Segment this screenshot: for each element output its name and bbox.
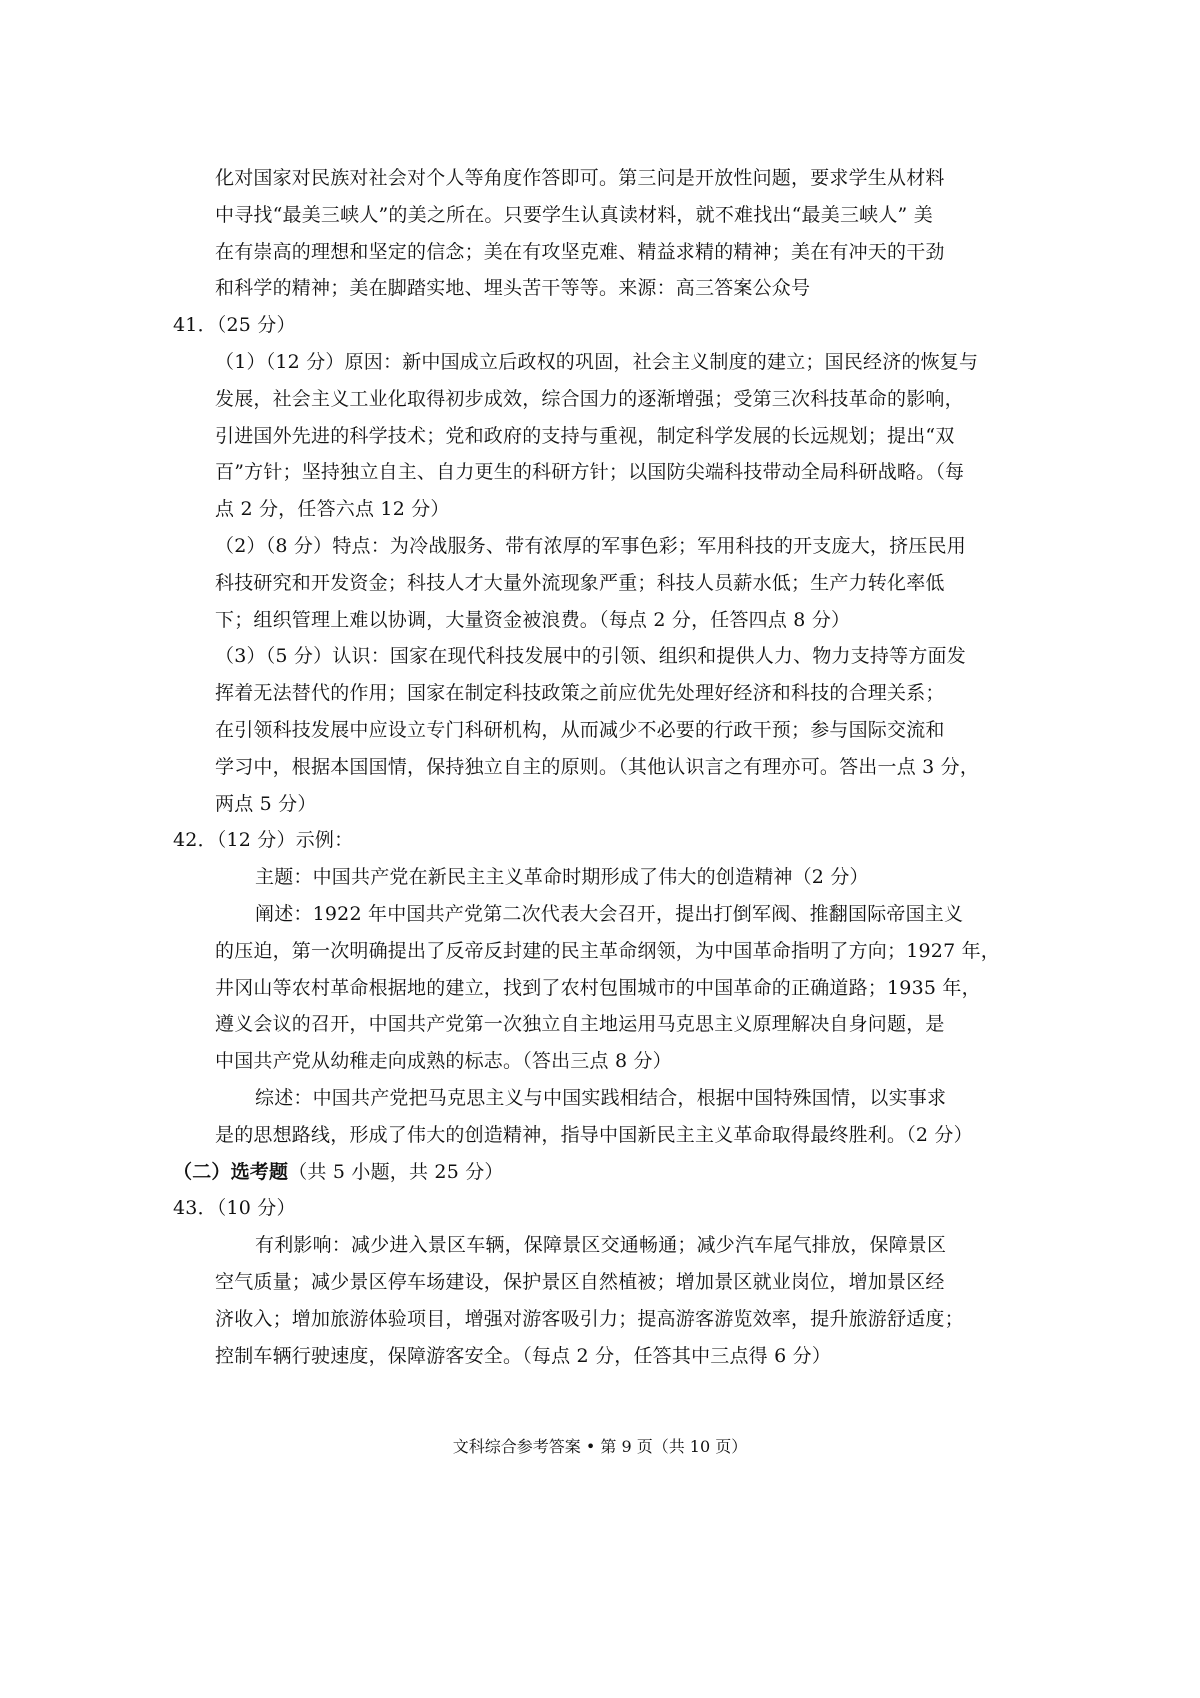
line-text: （2）（8 分）特点：为冷战服务、带有浓厚的军事色彩；军用科技的开支庞大，挤压民用 bbox=[215, 534, 966, 557]
line-text: 化对国家对民族对社会对个人等角度作答即可。第三问是开放性问题，要求学生从材料 bbox=[215, 167, 945, 189]
text-line bbox=[173, 160, 1053, 197]
line-text: 空气质量；减少景区停车场建设，保护景区自然植被；增加景区就业岗位，增加景区经 bbox=[215, 1270, 945, 1293]
line-text: 41．（25 分） bbox=[173, 314, 296, 337]
line-text: 在引领科技发展中应设立专门科研机构，从而减少不必要的行政干预；参与国际交流和 bbox=[215, 718, 945, 741]
line-text: 两点 5 分） bbox=[215, 792, 317, 815]
text-line bbox=[173, 933, 1053, 970]
text-line bbox=[173, 1190, 1053, 1227]
line-text: 的压迫，第一次明确提出了反帝反封建的民主革命纲领，为中国革命指明了方向；1927 年， bbox=[215, 939, 1000, 962]
text-line bbox=[173, 528, 1053, 565]
source-note: 来源：高三答案公众号 bbox=[618, 277, 811, 300]
line-text: 中寻找“最美三峡人”的美之所在。只要学生认真读材料，就不难找出“最美三峡人” 美 bbox=[215, 203, 933, 226]
line-text: 阐述：1922 年中国共产党第二次代表大会召开，提出打倒军阀、推翻国际帝国主义 bbox=[255, 902, 964, 925]
line-text: 遵义会议的召开，中国共产党第一次独立自主地运用马克思主义原理解决自身问题，是 bbox=[215, 1013, 945, 1036]
text-line bbox=[173, 381, 1053, 418]
line-text: 42．（12 分）示例： bbox=[173, 829, 354, 852]
line-text: （1）（12 分）原因：新中国成立后政权的巩固，社会主义制度的建立；国民经济的恢复与 bbox=[215, 350, 979, 373]
line-text: 井冈山等农村革命根据地的建立，找到了农村包围城市的中国革命的正确道路；1935 年， bbox=[215, 976, 981, 999]
text-line bbox=[173, 970, 1053, 1007]
line-text: 发展，社会主义工业化取得初步成效，综合国力的逐渐增强；受第三次科技革命的影响， bbox=[215, 387, 964, 410]
line-text: 百”方针；坚持独立自主、自力更生的科研方针；以国防尖端科技带动全局科研战略。（每 bbox=[215, 461, 965, 484]
text-line bbox=[173, 712, 1053, 749]
text-line bbox=[173, 1154, 1053, 1191]
text-line bbox=[173, 822, 1053, 859]
text-line bbox=[173, 565, 1053, 602]
text-line bbox=[173, 675, 1053, 712]
page-footer: 文科综合参考答案 • 第 9 页（共 10 页） bbox=[452, 1437, 748, 1456]
line-text: 学习中，根据本国国情，保持独立自主的原则。（其他认识言之有理亦可。答出一点 3 分， bbox=[215, 755, 980, 778]
line-text: 点 2 分，任答六点 12 分） bbox=[215, 498, 450, 521]
text-line bbox=[173, 859, 1053, 896]
text-line bbox=[173, 1338, 1053, 1375]
line-text: 中国共产党从幼稚走向成熟的标志。（答出三点 8 分） bbox=[215, 1050, 672, 1073]
line-text: 引进国外先进的科学技术；党和政府的支持与重视，制定科学发展的长远规划；提出“双 bbox=[215, 424, 955, 447]
line-text: 和科学的精神；美在脚踏实地、埋头苦干等等。 bbox=[215, 277, 619, 300]
text-line bbox=[173, 307, 1053, 344]
text-line bbox=[173, 454, 1053, 491]
line-text: 43．（10 分） bbox=[173, 1197, 296, 1220]
text-line bbox=[173, 1043, 1053, 1080]
section-heading: （二）选考题 bbox=[173, 1160, 289, 1183]
text-line bbox=[173, 896, 1053, 933]
line-text: 是的思想路线，形成了伟大的创造精神，指导中国新民主主义革命取得最终胜利。（2 分） bbox=[215, 1123, 973, 1146]
text-line bbox=[173, 270, 1053, 307]
line-text: 挥着无法替代的作用；国家在制定科技政策之前应优先处理好经济和科技的合理关系； bbox=[215, 682, 945, 705]
text-line bbox=[173, 491, 1053, 528]
text-line bbox=[173, 344, 1053, 381]
text-line bbox=[173, 1227, 1053, 1264]
line-text: 在有崇高的理想和坚定的信念；美在有攻坚克难、精益求精的精神；美在有冲天的干劲 bbox=[215, 240, 945, 263]
text-line bbox=[173, 786, 1053, 823]
text-line bbox=[173, 749, 1053, 786]
line-text: 控制车辆行驶速度，保障游客安全。（每点 2 分，任答其中三点得 6 分） bbox=[215, 1344, 832, 1367]
text-line bbox=[173, 197, 1053, 234]
line-text: 济收入；增加旅游体验项目，增强对游客吸引力；提高游客游览效率，提升旅游舒适度； bbox=[215, 1307, 964, 1330]
text-line bbox=[173, 418, 1053, 455]
text-line bbox=[173, 1301, 1053, 1338]
answer-text-body bbox=[173, 160, 1053, 1374]
line-text: 科技研究和开发资金；科技人才大量外流现象严重；科技人员薪水低；生产力转化率低 bbox=[215, 571, 945, 594]
line-text: 下；组织管理上难以协调，大量资金被浪费。（每点 2 分，任答四点 8 分） bbox=[215, 608, 851, 631]
text-line bbox=[173, 1006, 1053, 1043]
text-line bbox=[173, 1080, 1053, 1117]
text-line bbox=[173, 1117, 1053, 1154]
line-text: （3）（5 分）认识：国家在现代科技发展中的引领、组织和提供人力、物力支持等方面发 bbox=[215, 645, 966, 668]
text-line bbox=[173, 602, 1053, 639]
line-text: 综述：中国共产党把马克思主义与中国实践相结合，根据中国特殊国情，以实事求 bbox=[255, 1086, 947, 1109]
line-text: 主题：中国共产党在新民主主义革命时期形成了伟大的创造精神（2 分） bbox=[255, 866, 869, 889]
section-subtitle: （共 5 小题，共 25 分） bbox=[288, 1160, 504, 1183]
text-line bbox=[173, 234, 1053, 271]
line-text: 有利影响：减少进入景区车辆，保障景区交通畅通；减少汽车尾气排放，保障景区 bbox=[255, 1234, 947, 1257]
text-line bbox=[173, 1264, 1053, 1301]
text-line bbox=[173, 638, 1053, 675]
